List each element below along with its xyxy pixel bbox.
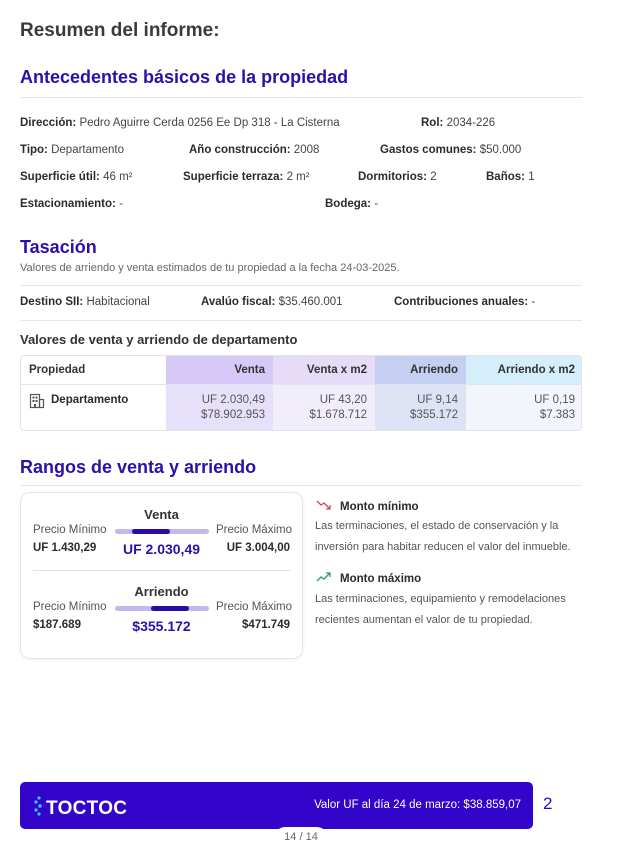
field-contribuciones: Contribuciones anuales: - [394, 296, 536, 308]
field-direccion: Dirección: Pedro Aguirre Cerda 0256 Ee Dp 318 - La Cisterna [20, 117, 340, 129]
venta-range-title: Venta [144, 507, 179, 522]
divider [20, 285, 582, 286]
venta-range-bar [115, 529, 209, 534]
valores-table [20, 355, 582, 431]
divider [20, 320, 582, 321]
table-header-venta: Venta [166, 356, 273, 385]
field-gastos-comunes: Gastos comunes: $50.000 [380, 144, 522, 156]
building-icon [29, 393, 45, 409]
arriendo-min-value: $187.689 [33, 619, 81, 631]
card-divider [33, 570, 291, 571]
tasacion-subtitle: Valores de arriendo y venta estimados de tu propiedad a la fecha 24-03-2025. [20, 262, 400, 274]
venta-min-label: Precio Mínimo [33, 524, 107, 536]
table-cell-venta-m2: UF 43,20 $1.678.712 [273, 385, 375, 431]
section-title-rangos: Rangos de venta y arriendo [20, 457, 257, 477]
table-header-venta-m2: Venta x m2 [273, 356, 375, 385]
logo-dots-icon [32, 795, 44, 822]
arriendo-estimate: $355.172 [132, 618, 191, 634]
table-header-arriendo-m2: Arriendo x m2 [466, 356, 582, 385]
note-maximo-title: Monto máximo [316, 571, 421, 586]
toctoc-logo: TOCTOC [32, 795, 127, 822]
footer-banner [20, 782, 533, 829]
arriendo-max-label: Precio Máximo [215, 601, 292, 613]
table-cell-venta: UF 2.030,49 $78.902.953 [166, 385, 273, 431]
venta-range-marker [132, 529, 170, 534]
uf-value-text: Valor UF al día 24 de marzo: $38.859,07 [314, 799, 521, 811]
table-cell-arriendo-m2: UF 0,19 $7.383 [466, 385, 582, 431]
field-superficie-util: Superficie útil: 46 m² [20, 171, 133, 183]
propiedad-name: Departamento [51, 394, 129, 406]
field-anio-construccion: Año construcción: 2008 [189, 144, 320, 156]
table-cell-propiedad [21, 385, 166, 431]
main-title: Resumen del informe: [20, 20, 220, 41]
pdf-pager[interactable]: 14 / 14 [275, 827, 327, 849]
trend-down-icon [316, 499, 332, 514]
field-banos: Baños: 1 [486, 171, 535, 183]
arriendo-range-bar [115, 606, 209, 611]
note-minimo-text: Las terminaciones, el estado de conservación y la inversión para habitar reducen el valor del inmueble. [315, 520, 571, 553]
table-cell-arriendo: UF 9,14 $355.172 [375, 385, 466, 431]
arriendo-min-label: Precio Mínimo [33, 601, 107, 613]
field-destino-sii: Destino SII: Habitacional [20, 296, 150, 308]
field-tipo: Tipo: Departamento [20, 144, 124, 156]
arriendo-max-value: $471.749 [242, 619, 290, 631]
venta-max-value: UF 3.004,00 [226, 542, 290, 554]
section-title-antecedentes: Antecedentes básicos de la propiedad [20, 67, 349, 87]
table-header-propiedad: Propiedad [21, 356, 166, 385]
trend-up-icon [316, 571, 332, 586]
venta-estimate: UF 2.030,49 [122, 541, 201, 557]
arriendo-range-marker [151, 606, 189, 611]
divider [20, 97, 582, 98]
note-minimo-title: Monto mínimo [316, 499, 419, 514]
table-title: Valores de venta y arriendo de departamento [20, 332, 298, 347]
page-number: 2 [543, 794, 553, 813]
venta-min-value: UF 1.430,29 [33, 542, 97, 554]
field-bodega: Bodega: - [325, 198, 379, 210]
section-title-tasacion: Tasación [20, 237, 97, 257]
field-avaluo-fiscal: Avalúo fiscal: $35.460.001 [201, 296, 343, 308]
venta-max-label: Precio Máximo [215, 524, 292, 536]
note-maximo-text: Las terminaciones, equipamiento y remodelaciones recientes aumentan el valor de tu propiedad. [315, 593, 566, 626]
divider [20, 485, 582, 486]
table-header-arriendo: Arriendo [375, 356, 466, 385]
arriendo-range-title: Arriendo [134, 584, 189, 599]
field-superficie-terraza: Superficie terraza: 2 m² [183, 171, 310, 183]
field-rol: Rol: 2034-226 [421, 117, 496, 129]
field-estacionamiento: Estacionamiento: - [20, 198, 123, 210]
ranges-card [20, 492, 303, 659]
field-dormitorios: Dormitorios: 2 [358, 171, 437, 183]
